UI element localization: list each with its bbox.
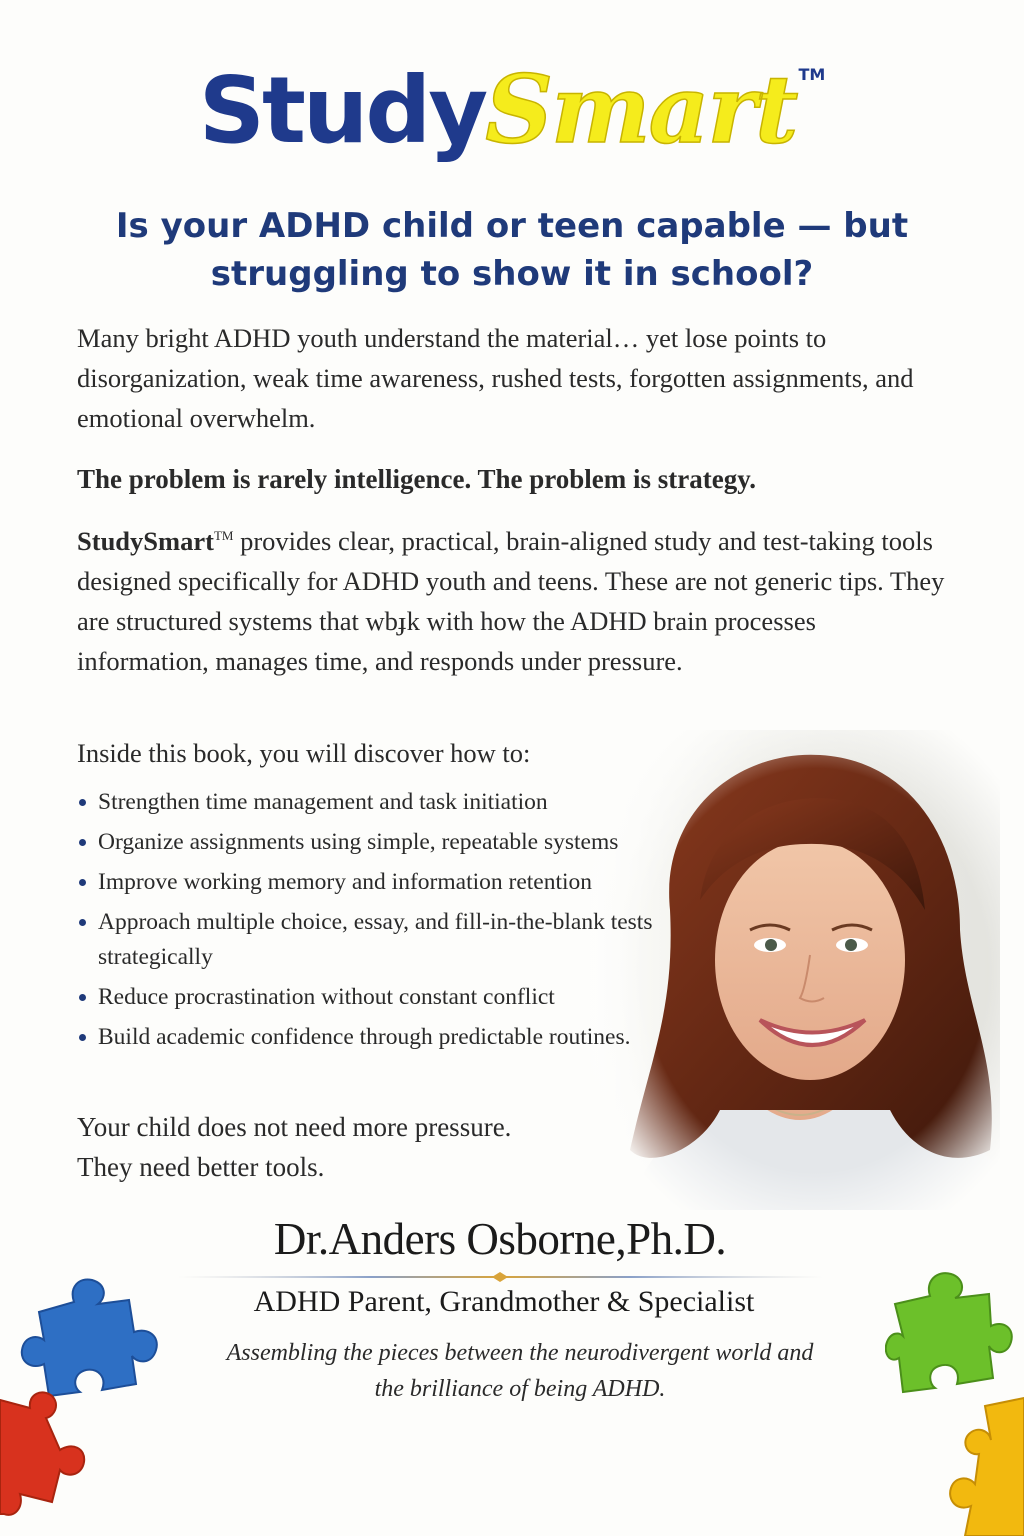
puzzle-piece-icon: [945, 1396, 1024, 1536]
author-role: ADHD Parent, Grandmother & Specialist: [253, 1285, 755, 1318]
paragraph-problem: The problem is rarely intelligence. The problem is strategy.: [77, 464, 756, 494]
brand-name: StudySmart™: [77, 526, 234, 556]
puzzle-piece-icon: [0, 1390, 90, 1536]
bullet-dot-icon: [79, 879, 86, 886]
headline-line-1: Is your ADHD child or teen capable — but: [115, 206, 909, 246]
paragraph-intro: Many bright ADHD youth understand the material… yet lose points to disorganization, weak time awareness, rushed tests, forgotten assignments, and emotional overwhelm.: [77, 323, 914, 433]
closing-line-1: Your child does not need more pressure.: [77, 1112, 512, 1142]
list-item: Approach multiple choice, essay, and fill-in-the-blank tests strategically: [77, 905, 697, 975]
logo-study: Study: [198, 57, 486, 164]
closing-statement: [77, 1107, 677, 1187]
brand-trademark: TM: [213, 528, 234, 543]
list-item: Strengthen time management and task initiation: [77, 785, 697, 820]
bullet-dot-icon: [79, 799, 86, 806]
logo-smart: Smart: [485, 55, 797, 165]
author-tagline: Assembling the pieces between the neurodivergent world and the brilliance of being ADHD.: [226, 1340, 814, 1402]
list-item: Improve working memory and information retention: [77, 865, 697, 900]
ornament-divider: [178, 1272, 823, 1282]
paragraph-description: [77, 516, 947, 681]
bullet-dot-icon: [79, 1034, 86, 1041]
author-name: Dr.Anders Osborne,Ph.D.: [273, 1214, 727, 1264]
list-item: Organize assignments using simple, repeatable systems: [77, 825, 697, 860]
list-item: Build academic confidence through predictable routines.: [77, 1020, 697, 1055]
bullet-list: [77, 785, 697, 1060]
logo-trademark: TM: [798, 65, 826, 84]
headline: [60, 202, 964, 298]
list-item: Reduce procrastination without constant conflict: [77, 980, 697, 1015]
bullet-dot-icon: [79, 839, 86, 846]
bullets-intro: Inside this book, you will discover how to:: [77, 738, 531, 768]
puzzle-piece-icon: [14, 1272, 164, 1402]
bullet-dot-icon: [79, 994, 86, 1001]
headline-line-2: struggling to show it in school?: [210, 254, 814, 294]
closing-line-2: They need better tools.: [77, 1152, 325, 1182]
description-text: provides clear, practical, brain-aligned study and test-taking tools designed specifically for ADHD youth and teens. These are not generic tips. They are structured systems that wbɟk with how the ADHD brain processes information, manages time, and responds under pressure.: [77, 526, 945, 676]
puzzle-piece-icon: [885, 1266, 1015, 1406]
study-smart-logo: [0, 55, 1024, 165]
bullet-dot-icon: [79, 919, 86, 926]
